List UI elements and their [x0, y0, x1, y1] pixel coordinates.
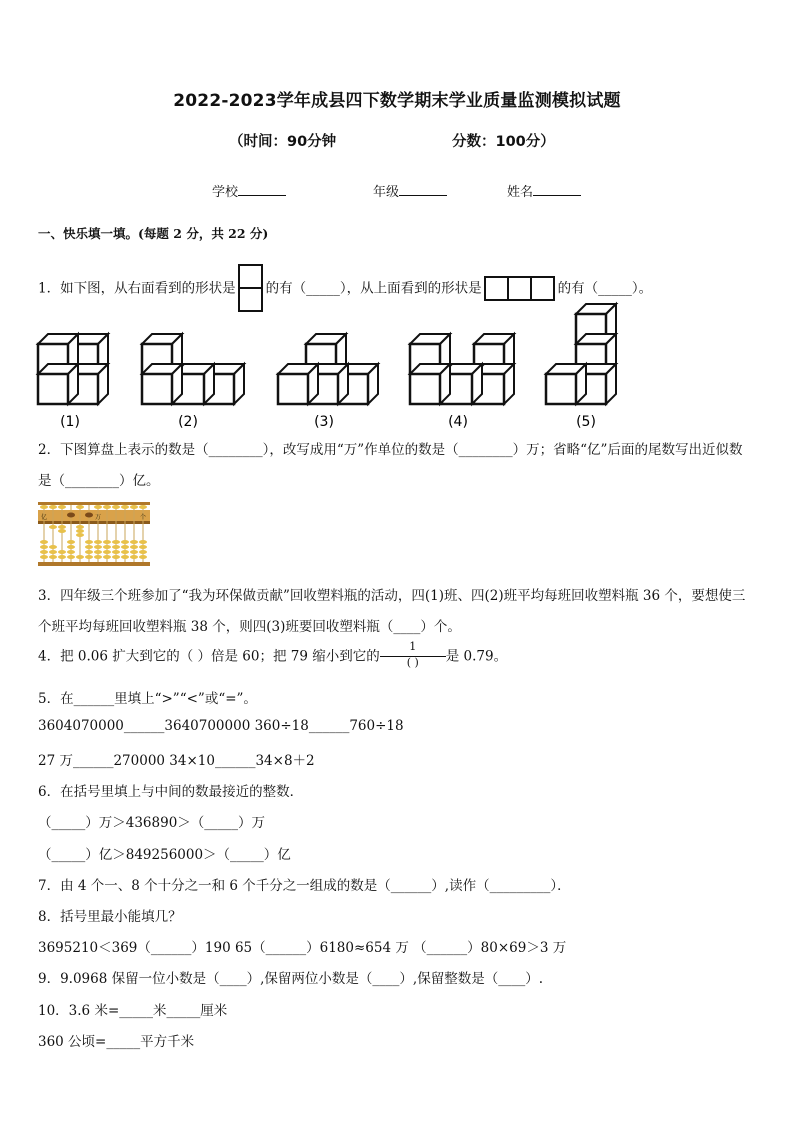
grade-line: [399, 183, 447, 196]
cube-figures: [34, 300, 634, 435]
q1-text-1: 1．如下图，从右面看到的形状是: [38, 280, 236, 297]
page-title: 2022-2023学年成县四下数学期末学业质量监测模拟试题: [173, 91, 621, 111]
q8-line-2: 3695210＜369（______）190 65（______）6180≈654 万 （______）80×69＞3 万: [38, 940, 567, 956]
grade-field[interactable]: [373, 181, 447, 200]
abacus-image: [38, 502, 150, 566]
q3-line-2: 个班平均每班回收塑料瓶 38 个，则四(3)班要回收塑料瓶（____）个。: [38, 619, 461, 635]
q10-line-2: 360 公顷=_____平方千米: [38, 1034, 195, 1050]
figure-3: [278, 334, 378, 404]
figure-4: [410, 334, 514, 404]
question-4: [38, 642, 507, 672]
q8-line-1: 8．括号里最小能填几？: [38, 909, 182, 925]
figure-label-4: (4): [448, 414, 468, 430]
exam-time: （时间：90分钟: [229, 134, 337, 150]
question-7: 7．由 4 个一、8 个十分之一和 6 个千分之一组成的数是（______）,读作（_________）．: [38, 878, 571, 894]
q3-line-1: 3．四年级三个班参加了“我为环保做贡献”回收塑料瓶的活动，四(1)班、四(2)班平均每班回收塑料瓶 36 个，要想使三: [38, 588, 746, 604]
q4-fraction: [380, 642, 446, 672]
q2-line-2: 是（________）亿。: [38, 473, 160, 489]
school-label: 学校: [212, 185, 239, 200]
q5-line-1: 5．在______里填上“>”“<”或“=”。: [38, 691, 257, 707]
q6-line-3: （_____）亿＞849256000＞（_____）亿: [38, 847, 291, 863]
figure-1: [38, 334, 108, 404]
fraction-denominator[interactable]: ( ): [406, 656, 419, 669]
abacus-label-ge: 个: [139, 514, 147, 521]
q1-text-2: 的有（_____），从上面看到的形状是: [265, 280, 482, 297]
abacus-label-wan: 万: [94, 514, 102, 521]
name-field[interactable]: [507, 181, 581, 200]
figure-label-1: (1): [60, 414, 80, 430]
figure-label-3: (3): [314, 414, 334, 430]
q1-text-3: 的有（_____）。: [557, 280, 653, 297]
abacus-label-yi: 亿: [40, 514, 48, 521]
exam-score: 分数：100分）: [452, 134, 555, 150]
q4-text-1: 4．把 0.06 扩大到它的（ ）倍是 60；把 79 缩小到它的: [38, 648, 380, 665]
q2-line-1: 2．下图算盘上表示的数是（________），改写成用“万”作单位的数是（________）万；省略“亿”后面的尾数写出近似数: [38, 442, 743, 458]
figure-5: [546, 304, 616, 404]
q6-line-1: 6．在括号里填上与中间的数最接近的整数．: [38, 784, 304, 800]
grade-label: 年级: [373, 185, 400, 200]
figure-label-2: (2): [178, 414, 198, 430]
name-line: [533, 183, 581, 196]
top-view-shape-icon: [484, 276, 556, 302]
name-label: 姓名: [507, 185, 534, 200]
figure-label-5: (5): [576, 414, 596, 430]
q6-line-2: （_____）万＞436890＞（_____）万: [38, 815, 266, 831]
figure-2: [142, 334, 244, 404]
fraction-numerator: 1: [409, 640, 417, 653]
question-9: 9．9.0968 保留一位小数是（____）,保留两位小数是（____）,保留整数是（____）.: [38, 971, 543, 987]
section-heading: 一、快乐填一填。(每题 2 分，共 22 分): [38, 226, 269, 241]
school-line: [238, 183, 286, 196]
q4-text-2: 是 0.79。: [445, 648, 508, 665]
q5-line-2: 3604070000______3640700000 360÷18______760÷18: [38, 718, 404, 734]
q10-line-1: 10．3.6 米=_____米_____厘米: [38, 1003, 228, 1019]
q5-line-3: 27 万______270000 34×10______34×8＋2: [38, 753, 315, 769]
school-field[interactable]: [212, 181, 286, 200]
